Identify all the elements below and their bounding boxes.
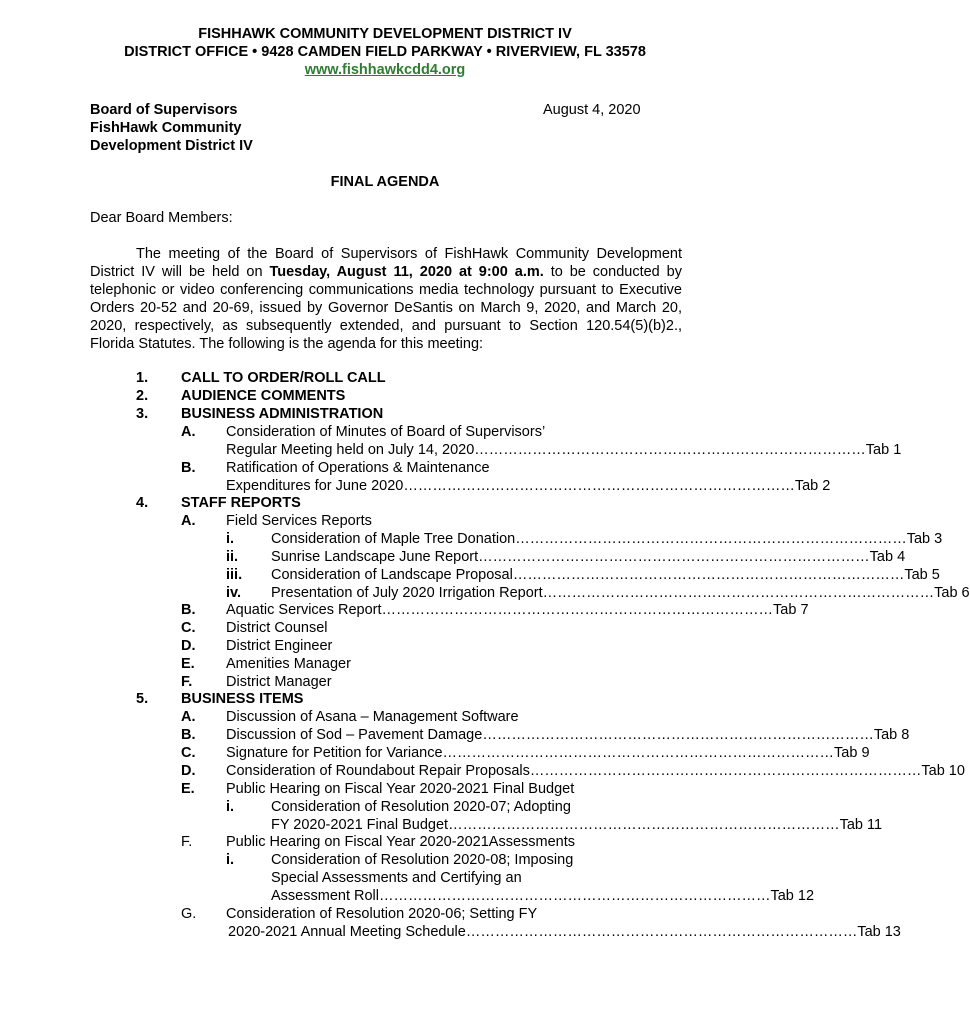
item-text: Consideration of Landscape Proposal: [271, 567, 513, 583]
item-text: Expenditures for June 2020: [226, 478, 404, 494]
item-text: Assessment Roll: [271, 888, 379, 904]
dot-leader: ………………………………………………………………………: [448, 817, 840, 833]
dot-leader: ………………………………………………………………………: [515, 531, 907, 547]
item-text: Regular Meeting held on July 14, 2020: [226, 442, 475, 458]
dot-leader: ………………………………………………………………………: [529, 763, 922, 779]
agenda-title-business-administration: BUSINESS ADMINISTRATION: [181, 406, 384, 422]
item-resolution-2020-07-line2: [271, 816, 883, 834]
roman-num: i.: [226, 531, 235, 547]
salutation: Dear Board Members:: [90, 210, 233, 226]
website-link[interactable]: www.fishhawkcdd4.org: [304, 62, 466, 78]
agenda-num-3: 3.: [136, 406, 149, 422]
item-resolution-2020-08-line2: Special Assessments and Certifying an: [271, 870, 522, 886]
meeting-datetime: Tuesday, August 11, 2020 at 9:00 a.m.: [269, 264, 544, 280]
dot-leader: ………………………………………………………………………: [512, 567, 905, 583]
page-title: FINAL AGENDA: [330, 174, 440, 190]
tab-ref[interactable]: Tab 2: [794, 478, 831, 494]
item-text: Discussion of Sod – Pavement Damage: [226, 727, 483, 743]
item-irrigation-report: [271, 584, 970, 602]
tab-ref[interactable]: Tab 13: [857, 924, 901, 940]
item-expenditures-line2: [226, 477, 831, 495]
item-letter: B.: [181, 727, 196, 743]
agenda-num-4: 4.: [136, 495, 149, 511]
item-letter: E.: [181, 656, 195, 672]
item-resolution-2020-06-line1: Consideration of Resolution 2020-06; Setting FY: [226, 906, 538, 922]
tab-ref[interactable]: Tab 7: [773, 602, 809, 618]
tab-ref[interactable]: Tab 3: [906, 531, 943, 547]
item-hearing-assessments: Public Hearing on Fiscal Year 2020-2021Assessments: [226, 834, 576, 850]
tab-ref[interactable]: Tab 8: [873, 727, 910, 743]
intro-text-before: The meeting of the Board of Supervisors of FishHawk Community Development District IV will be held on: [90, 246, 682, 280]
tab-ref[interactable]: Tab 5: [904, 567, 940, 583]
dot-leader: ………………………………………………………………………: [378, 888, 771, 904]
item-landscape-proposal: [271, 566, 940, 584]
dot-leader: ………………………………………………………………………: [403, 478, 795, 494]
roman-num: ii.: [226, 549, 239, 565]
item-district-counsel: District Counsel: [226, 620, 328, 636]
intro-text-after: to be conducted by telephonic or video conferencing communications media technology pursuant to Executive Orders 20-52 and 20-69, issued by Governor DeSantis on March 9, 2020, and March 20, 2020, respectively, as subsequently extended, and pursuant to Section 120.54(5)(b)2., Florida Statutes. The following is the agenda for this meeting:: [90, 264, 682, 352]
dot-leader: ………………………………………………………………………: [465, 924, 858, 940]
item-expenditures-line1: Ratification of Operations & Maintenance: [226, 460, 490, 476]
item-asana: Discussion of Asana – Management Software: [226, 709, 519, 725]
item-letter: A.: [181, 513, 196, 529]
letter-date: August 4, 2020: [543, 102, 641, 118]
website-line: [0, 61, 770, 79]
agenda-num-5: 5.: [136, 691, 149, 707]
tab-ref[interactable]: Tab 12: [770, 888, 815, 904]
item-aquatic-services: [226, 601, 809, 619]
item-letter: F.: [181, 674, 193, 690]
org-name: FISHHAWK COMMUNITY DEVELOPMENT DISTRICT IV: [198, 26, 572, 42]
roman-num: i.: [226, 852, 235, 868]
item-text: Aquatic Services Report: [226, 602, 382, 618]
item-resolution-2020-06-line2: [228, 923, 901, 941]
tab-ref[interactable]: Tab 9: [834, 745, 870, 761]
item-field-services: Field Services Reports: [226, 513, 372, 529]
item-resolution-2020-08-line1: Consideration of Resolution 2020-08; Imposing: [271, 852, 574, 868]
item-text: Presentation of July 2020 Irrigation Report: [271, 585, 543, 601]
item-letter: A.: [181, 709, 196, 725]
item-letter: B.: [181, 602, 196, 618]
dot-leader: ………………………………………………………………………: [542, 585, 935, 601]
agenda-title-call-to-order: CALL TO ORDER/ROLL CALL: [181, 370, 386, 386]
item-letter: G.: [181, 906, 197, 922]
item-resolution-2020-07-line1: Consideration of Resolution 2020-07; Adopting: [271, 799, 571, 815]
item-text: Consideration of Maple Tree Donation: [271, 531, 516, 547]
item-minutes-line2: [226, 441, 902, 459]
item-district-manager: District Manager: [226, 674, 332, 690]
item-letter: E.: [181, 781, 195, 797]
recipient-line-2: FishHawk Community: [90, 120, 242, 136]
item-district-engineer: District Engineer: [226, 638, 333, 654]
tab-ref[interactable]: Tab 10: [921, 763, 965, 779]
item-letter: C.: [181, 620, 196, 636]
item-letter: B.: [181, 460, 196, 476]
item-letter: D.: [181, 763, 196, 779]
tab-ref[interactable]: Tab 4: [869, 549, 906, 565]
agenda-title-staff-reports: STAFF REPORTS: [181, 495, 301, 511]
tab-ref[interactable]: Tab 11: [839, 817, 883, 833]
item-letter: F.: [181, 834, 193, 850]
roman-num: iii.: [226, 567, 243, 583]
item-minutes-line1: Consideration of Minutes of Board of Supervisors’: [226, 424, 546, 440]
recipient-line-1: Board of Supervisors: [90, 102, 238, 118]
item-sod-damage: [226, 726, 910, 744]
item-text: 2020-2021 Annual Meeting Schedule: [228, 924, 466, 940]
item-hearing-budget: Public Hearing on Fiscal Year 2020-2021 Final Budget: [226, 781, 575, 797]
item-sunrise-landscape: [271, 548, 906, 566]
dot-leader: ………………………………………………………………………: [482, 727, 874, 743]
agenda-title-business-items: BUSINESS ITEMS: [181, 691, 304, 707]
item-letter: A.: [181, 424, 196, 440]
intro-paragraph: [90, 245, 682, 353]
tab-ref[interactable]: Tab 6: [934, 585, 970, 601]
item-roundabout-repair: [226, 762, 965, 780]
dot-leader: ………………………………………………………………………: [474, 442, 866, 458]
dot-leader: ………………………………………………………………………: [381, 602, 774, 618]
dot-leader: ………………………………………………………………………: [442, 745, 835, 761]
item-text: Signature for Petition for Variance: [226, 745, 443, 761]
item-text: FY 2020-2021 Final Budget: [271, 817, 449, 833]
agenda-num-1: 1.: [136, 370, 149, 386]
item-letter: C.: [181, 745, 196, 761]
item-amenities-manager: Amenities Manager: [226, 656, 351, 672]
roman-num: iv.: [226, 585, 242, 601]
item-text: Sunrise Landscape June Report: [271, 549, 479, 565]
item-maple-tree: [271, 530, 943, 548]
agenda-title-audience-comments: AUDIENCE COMMENTS: [181, 388, 346, 404]
dot-leader: ………………………………………………………………………: [478, 549, 870, 565]
item-resolution-2020-08-line3: [271, 887, 815, 905]
address-line: DISTRICT OFFICE • 9428 CAMDEN FIELD PARKWAY • RIVERVIEW, FL 33578: [124, 44, 646, 60]
agenda-num-2: 2.: [136, 388, 149, 404]
item-petition-variance: [226, 744, 870, 762]
recipient-line-3: Development District IV: [90, 138, 253, 154]
tab-ref[interactable]: Tab 1: [865, 442, 902, 458]
item-letter: D.: [181, 638, 196, 654]
roman-num: i.: [226, 799, 235, 815]
item-text: Consideration of Roundabout Repair Proposals: [226, 763, 530, 779]
